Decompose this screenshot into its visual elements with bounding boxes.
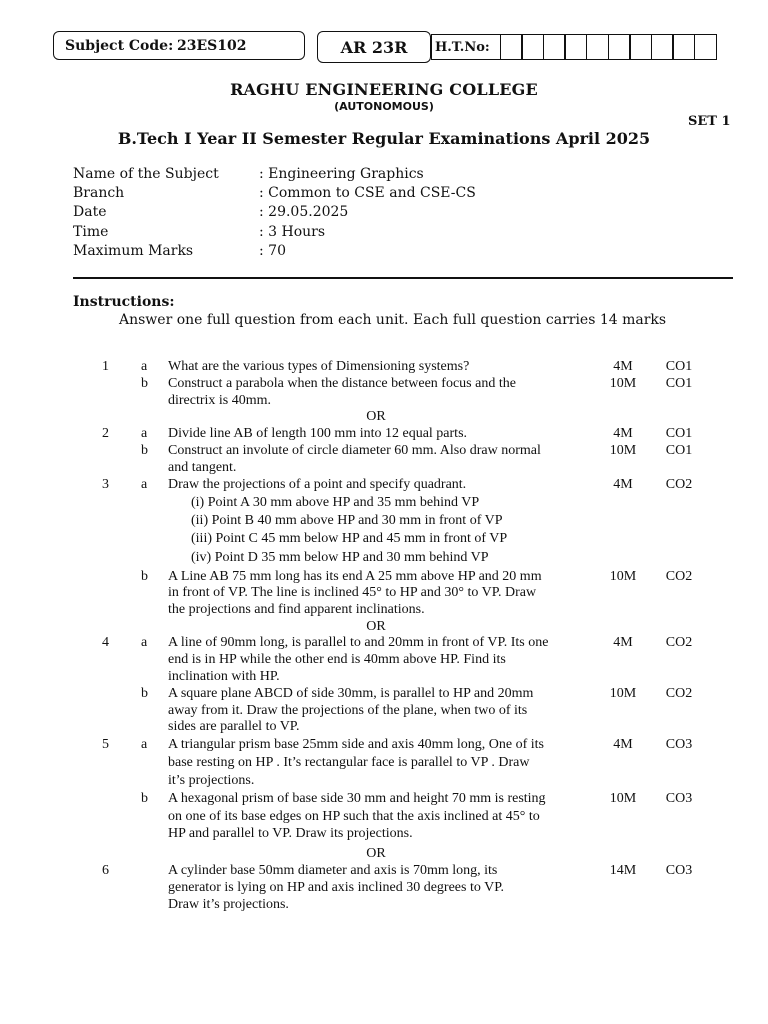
- point-item: (iv) Point D 35 mm below HP and 30 mm behind VP: [191, 550, 489, 565]
- question-text: Divide line AB of length 100 mm into 12 equal parts.: [168, 426, 468, 441]
- question-number: 6: [102, 863, 109, 878]
- meta-row-branch: [73, 184, 476, 203]
- question-text: it’s projections.: [168, 773, 255, 788]
- ht-no-cell[interactable]: [543, 34, 566, 60]
- question-text: on one of its base edges on HP such that the axis inclined at 45° to: [168, 809, 540, 824]
- question-marks: 4M: [613, 477, 633, 492]
- question-text: A Line AB 75 mm long has its end A 25 mm above HP and 20 mm: [168, 569, 542, 584]
- question-part: b: [141, 686, 148, 701]
- question-marks: 10M: [609, 443, 637, 458]
- question-co: CO1: [665, 376, 693, 391]
- question-marks: 4M: [613, 635, 633, 650]
- college-name: RAGHU ENGINEERING COLLEGE: [230, 80, 538, 99]
- question-co: CO3: [665, 737, 693, 752]
- question-co: CO3: [665, 863, 693, 878]
- ht-no-cell[interactable]: [564, 34, 587, 60]
- question-marks: 4M: [613, 426, 633, 441]
- question-part: a: [141, 359, 148, 374]
- ht-no-cell[interactable]: [521, 34, 544, 60]
- question-marks: 4M: [613, 737, 633, 752]
- question-part: b: [141, 791, 148, 806]
- question-co: CO2: [665, 477, 693, 492]
- meta-value: : Engineering Graphics: [259, 166, 424, 182]
- subject-code-box: [53, 31, 305, 60]
- question-text: sides are parallel to VP.: [168, 719, 300, 734]
- question-co: CO1: [665, 426, 693, 441]
- question-part: b: [141, 443, 148, 458]
- ht-no-cell[interactable]: [672, 34, 695, 60]
- ht-no-cell[interactable]: [629, 34, 652, 60]
- question-part: a: [141, 737, 148, 752]
- question-co: CO2: [665, 635, 693, 650]
- question-text: end is in HP while the other end is 40mm above HP. Find its: [168, 652, 506, 667]
- question-text: the projections and find apparent inclinations.: [168, 602, 425, 617]
- question-text: Construct an involute of circle diameter 60 mm. Also draw normal: [168, 443, 541, 458]
- question-co: CO3: [665, 791, 693, 806]
- ht-no-cells[interactable]: [501, 34, 717, 60]
- question-part: a: [141, 635, 148, 650]
- meta-key: Time: [73, 223, 109, 240]
- meta-row-marks: [73, 242, 476, 261]
- or-separator: OR: [366, 846, 386, 861]
- meta-row-time: [73, 223, 476, 242]
- question-part: a: [141, 477, 148, 492]
- question-text: away from it. Draw the projections of the plane, when two of its: [168, 703, 528, 718]
- meta-row-subject: [73, 165, 476, 184]
- ht-no-cell[interactable]: [651, 34, 674, 60]
- question-marks: 4M: [613, 359, 633, 374]
- question-marks: 10M: [609, 791, 637, 806]
- question-number: 2: [102, 426, 109, 441]
- question-text: Draw it’s projections.: [168, 897, 289, 912]
- question-marks: 10M: [609, 376, 637, 391]
- instructions-heading: Instructions:: [73, 294, 175, 310]
- question-text: A triangular prism base 25mm side and axis 40mm long, One of its: [168, 737, 545, 752]
- point-item: (ii) Point B 40 mm above HP and 30 mm in front of VP: [191, 513, 503, 528]
- question-number: 5: [102, 737, 109, 752]
- ht-no-label: H.T.No:: [431, 34, 501, 60]
- question-co: CO2: [665, 569, 693, 584]
- or-separator: OR: [366, 409, 386, 424]
- exam-meta: [73, 165, 476, 261]
- subject-code: 23ES102: [177, 37, 247, 54]
- meta-row-date: [73, 203, 476, 222]
- meta-value: : Common to CSE and CSE-CS: [259, 185, 476, 202]
- header-divider: [73, 277, 733, 279]
- ht-no-cell[interactable]: [500, 34, 523, 60]
- meta-key: Branch: [73, 185, 125, 202]
- question-text: A cylinder base 50mm diameter and axis is 70mm long, its: [168, 863, 498, 878]
- ht-no-cell[interactable]: [608, 34, 631, 60]
- or-separator: OR: [366, 619, 386, 634]
- set-label: SET 1: [688, 114, 731, 129]
- question-text: HP and parallel to VP. Draw its projections.: [168, 826, 413, 841]
- meta-key: Maximum Marks: [73, 242, 194, 259]
- question-text: and tangent.: [168, 460, 237, 475]
- question-part: b: [141, 376, 148, 391]
- question-marks: 10M: [609, 686, 637, 701]
- question-marks: 14M: [609, 863, 637, 878]
- question-text: A square plane ABCD of side 30mm, is parallel to HP and 20mm: [168, 686, 534, 701]
- question-number: 1: [102, 359, 109, 374]
- question-text: A hexagonal prism of base side 30 mm and height 70 mm is resting: [168, 791, 546, 806]
- point-item: (iii) Point C 45 mm below HP and 45 mm in front of VP: [191, 531, 508, 546]
- question-text: base resting on HP . It’s rectangular face is parallel to VP . Draw: [168, 755, 530, 770]
- question-part: b: [141, 569, 148, 584]
- question-text: generator is lying on HP and axis inclined 30 degrees to VP.: [168, 880, 504, 895]
- question-text: A line of 90mm long, is parallel to and 20mm in front of VP. Its one: [168, 635, 549, 650]
- meta-key: Date: [73, 204, 107, 221]
- question-part: a: [141, 426, 148, 441]
- question-marks: 10M: [609, 569, 637, 584]
- question-text: What are the various types of Dimensioning systems?: [168, 359, 470, 374]
- meta-value: : 70: [259, 242, 286, 259]
- meta-key: Name of the Subject: [73, 166, 219, 182]
- question-co: CO1: [665, 443, 693, 458]
- regulation-box: AR 23R: [317, 31, 431, 63]
- question-text: inclination with HP.: [168, 669, 280, 684]
- ht-no-cell[interactable]: [694, 34, 717, 60]
- instructions-text: Answer one full question from each unit. Each full question carries 14 marks: [119, 312, 667, 328]
- question-text: Construct a parabola when the distance between focus and the: [168, 376, 516, 391]
- meta-value: : 29.05.2025: [259, 204, 349, 221]
- question-number: 4: [102, 635, 109, 650]
- question-co: CO1: [665, 359, 693, 374]
- exam-title: B.Tech I Year II Semester Regular Examinations April 2025: [117, 129, 651, 148]
- college-status: (AUTONOMOUS): [334, 100, 434, 113]
- question-text: directrix is 40mm.: [168, 393, 272, 408]
- point-item: (i) Point A 30 mm above HP and 35 mm behind VP: [191, 495, 480, 510]
- ht-no-cell[interactable]: [586, 34, 609, 60]
- question-text: in front of VP. The line is inclined 45° to HP and 30° to VP. Draw: [168, 585, 537, 600]
- question-number: 3: [102, 477, 109, 492]
- meta-value: : 3 Hours: [259, 223, 326, 240]
- question-co: CO2: [665, 686, 693, 701]
- question-text: Draw the projections of a point and specify quadrant.: [168, 477, 467, 492]
- subject-code-label: Subject Code:: [65, 37, 174, 54]
